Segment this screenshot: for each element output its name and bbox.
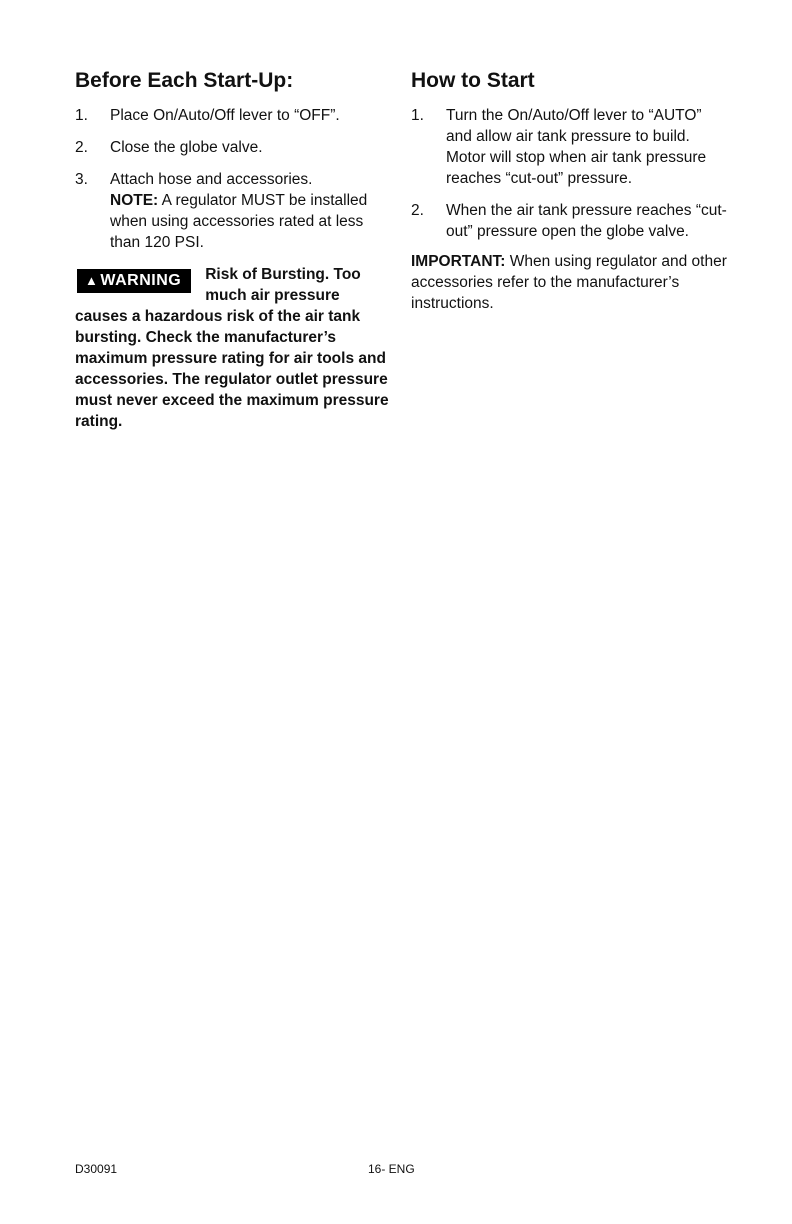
step-number: 2.: [411, 202, 424, 219]
warning-text: Risk of Bursting. Too much air pressure causes a hazardous risk of the air tank bursting. Check the manufacturer’s maximum pressure rating for air tools and accessories. The regulator outlet pressure must never exceed the maximum pressure rating.: [75, 266, 389, 430]
step-number: 1.: [75, 107, 88, 124]
right-column: [411, 68, 727, 314]
left-column: [75, 68, 393, 432]
warning-triangle-icon: ▲: [85, 273, 99, 288]
note-label: NOTE:: [110, 192, 159, 209]
document-code: D30091: [75, 1162, 118, 1176]
before-start-steps: [75, 105, 393, 253]
list-item: [75, 137, 393, 158]
warning-badge: [77, 269, 191, 293]
list-item: [75, 105, 393, 126]
list-item: [411, 105, 727, 189]
warning-block: [75, 264, 393, 432]
step-text: Turn the On/Auto/Off lever to “AUTO” and allow air tank pressure to build. Motor will stop when air tank pressure reaches “cut-out” pressure.: [446, 107, 707, 187]
important-text: When using regulator and other accessories refer to the manufacturer’s instructions.: [411, 253, 727, 312]
list-item: [411, 200, 727, 242]
step-text: Close the globe valve.: [110, 139, 263, 156]
page-number: 16- ENG: [368, 1162, 415, 1176]
important-note: [411, 251, 727, 314]
before-start-heading: Before Each Start-Up:: [75, 69, 294, 92]
list-item: [75, 169, 393, 253]
how-to-start-steps: [411, 105, 727, 242]
note-text: A regulator MUST be installed when using accessories rated at less than 120 PSI.: [110, 192, 368, 251]
step-text: Attach hose and accessories.: [110, 171, 313, 188]
step-number: 1.: [411, 107, 424, 124]
important-label: IMPORTANT:: [411, 253, 506, 270]
step-number: 2.: [75, 139, 88, 156]
step-number: 3.: [75, 171, 88, 188]
step-text: When the air tank pressure reaches “cut-out” pressure open the globe valve.: [446, 202, 727, 240]
warning-badge-label: WARNING: [100, 272, 182, 289]
how-to-start-heading: How to Start: [411, 69, 535, 92]
step-text: Place On/Auto/Off lever to “OFF”.: [110, 107, 340, 124]
